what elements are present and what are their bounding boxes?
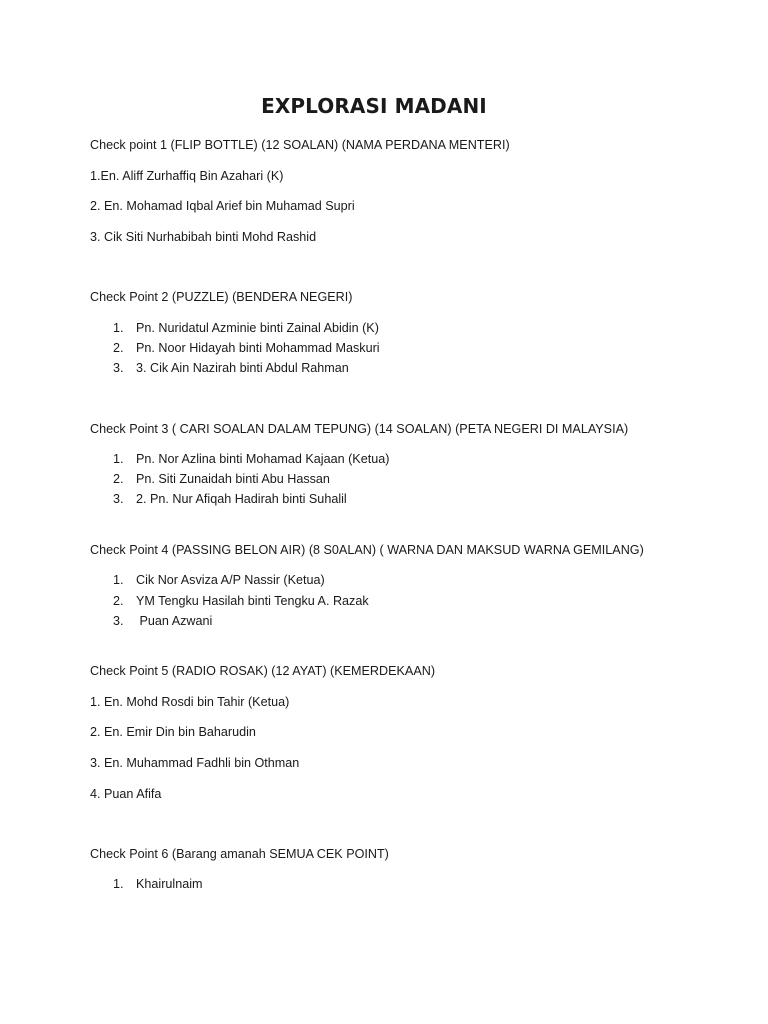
- cp3-item-1-number: 1.: [113, 452, 124, 466]
- cp4-heading: Check Point 4 (PASSING BELON AIR) (8 S0ALAN) ( WARNA DAN MAKSUD WARNA GEMILANG): [90, 543, 644, 557]
- cp1-line-3: 3. Cik Siti Nurhabibah binti Mohd Rashid: [90, 230, 317, 244]
- document-title: EXPLORASI MADANI: [261, 94, 487, 118]
- cp4-item-3-number: 3.: [113, 614, 124, 628]
- cp4-item-1: Cik Nor Asviza A/P Nassir (Ketua): [136, 573, 325, 587]
- cp4-item-2-number: 2.: [113, 594, 124, 608]
- cp4-item-1-number: 1.: [113, 573, 124, 587]
- cp2-item-1: Pn. Nuridatul Azminie binti Zainal Abidin (K): [136, 321, 379, 335]
- cp3-item-2: Pn. Siti Zunaidah binti Abu Hassan: [136, 472, 330, 486]
- cp1-heading: Check point 1 (FLIP BOTTLE) (12 SOALAN) (NAMA PERDANA MENTERI): [90, 138, 510, 152]
- cp3-item-2-number: 2.: [113, 472, 124, 486]
- cp2-item-3-number: 3.: [113, 361, 124, 375]
- cp4-item-3: Puan Azwani: [136, 614, 213, 628]
- cp2-heading: Check Point 2 (PUZZLE) (BENDERA NEGERI): [90, 290, 353, 304]
- cp2-item-2: Pn. Noor Hidayah binti Mohammad Maskuri: [136, 341, 380, 355]
- cp3-item-3: 2. Pn. Nur Afiqah Hadirah binti Suhalil: [136, 492, 347, 506]
- cp2-item-3: 3. Cik Ain Nazirah binti Abdul Rahman: [136, 361, 349, 375]
- cp6-item-1: Khairulnaim: [136, 877, 203, 891]
- cp5-heading: Check Point 5 (RADIO ROSAK) (12 AYAT) (KEMERDEKAAN): [90, 664, 436, 678]
- cp2-item-1-number: 1.: [113, 321, 124, 335]
- cp6-item-1-number: 1.: [113, 877, 124, 891]
- cp3-item-1: Pn. Nor Azlina binti Mohamad Kajaan (Ketua): [136, 452, 390, 466]
- cp1-line-1: 1.En. Aliff Zurhaffiq Bin Azahari (K): [90, 169, 284, 183]
- cp2-item-2-number: 2.: [113, 341, 124, 355]
- cp3-item-3-number: 3.: [113, 492, 124, 506]
- cp5-line-1: 1. En. Mohd Rosdi bin Tahir (Ketua): [90, 695, 290, 709]
- cp6-heading: Check Point 6 (Barang amanah SEMUA CEK POINT): [90, 847, 389, 861]
- cp5-line-3: 3. En. Muhammad Fadhli bin Othman: [90, 756, 300, 770]
- cp1-line-2: 2. En. Mohamad Iqbal Arief bin Muhamad Supri: [90, 199, 355, 213]
- cp5-line-4: 4. Puan Afifa: [90, 787, 162, 801]
- cp5-line-2: 2. En. Emir Din bin Baharudin: [90, 725, 256, 739]
- cp3-heading: Check Point 3 ( CARI SOALAN DALAM TEPUNG) (14 SOALAN) (PETA NEGERI DI MALAYSIA): [90, 422, 629, 436]
- cp4-item-2: YM Tengku Hasilah binti Tengku A. Razak: [136, 594, 369, 608]
